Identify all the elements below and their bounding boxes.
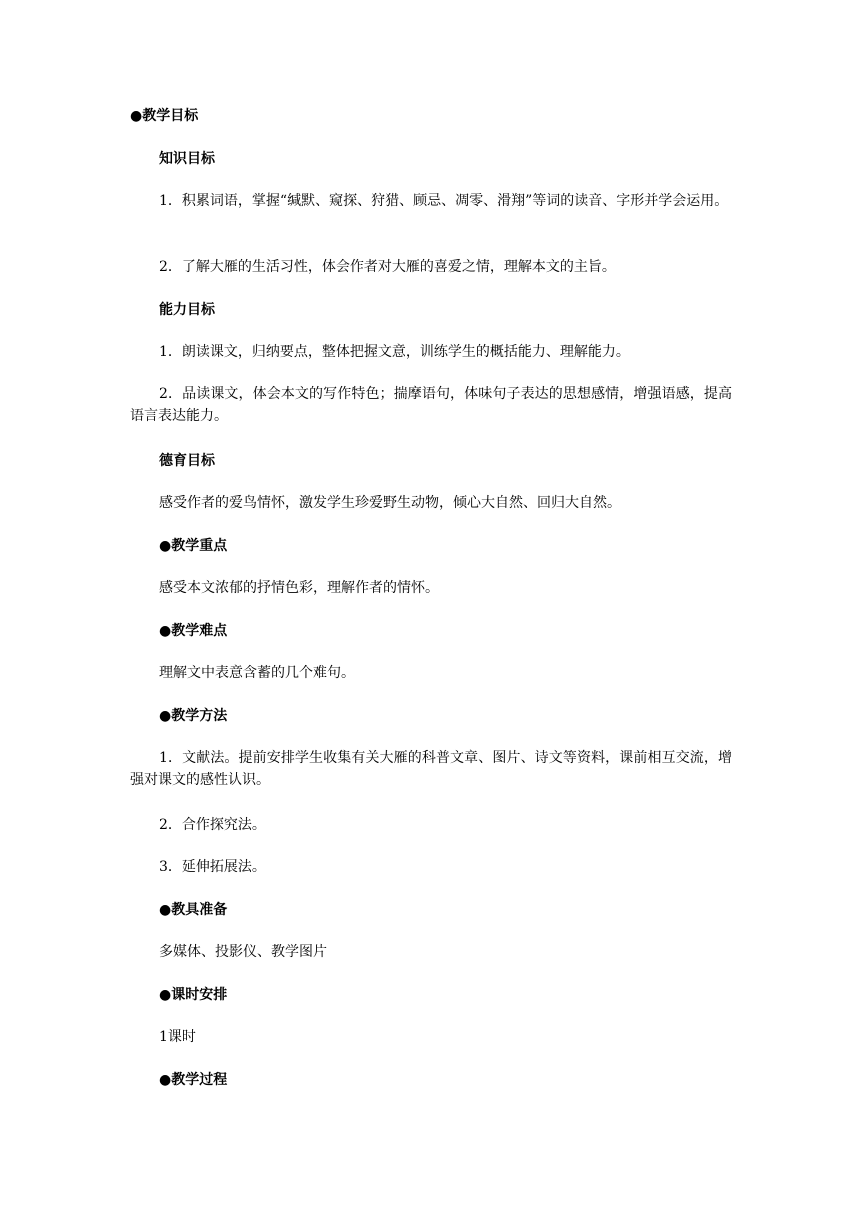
process-heading: ●教学过程 bbox=[159, 1072, 228, 1088]
tools-heading: ●教具准备 bbox=[159, 902, 228, 918]
goals-heading: ●教学目标 bbox=[130, 108, 199, 124]
difficulties-text: 理解文中表意含蓄的几个难句。 bbox=[159, 665, 355, 681]
schedule-text: 1课时 bbox=[159, 1029, 196, 1045]
difficulties-heading: ●教学难点 bbox=[159, 623, 228, 639]
schedule-heading: ●课时安排 bbox=[159, 987, 228, 1003]
knowledge-goal-2: 2．了解大雁的生活习性，体会作者对大雁的喜爱之情，理解本文的主旨。 bbox=[159, 259, 616, 275]
key-points-text: 感受本文浓郁的抒情色彩，理解作者的情怀。 bbox=[159, 580, 439, 596]
method-item-1: 1．文献法。提前安排学生收集有关大雁的科普文章、图片、诗文等资料，课前相互交流，增强对课文的感性认识。 bbox=[130, 750, 732, 788]
method-item-2: 2．合作探究法。 bbox=[159, 817, 266, 833]
ability-goal-2: 2．品读课文，体会本文的写作特色；揣摩语句，体味句子表达的思想感情，增强语感，提高语言表达能力。 bbox=[130, 386, 732, 424]
ability-goal-1: 1．朗读课文，归纳要点，整体把握文意，训练学生的概括能力、理解能力。 bbox=[159, 344, 630, 360]
tools-text: 多媒体、投影仪、教学图片 bbox=[159, 944, 327, 960]
moral-goals-title: 德育目标 bbox=[159, 453, 215, 469]
method-item-3: 3．延伸拓展法。 bbox=[159, 859, 266, 875]
moral-goal-text: 感受作者的爱鸟情怀，激发学生珍爱野生动物，倾心大自然、回归大自然。 bbox=[159, 495, 621, 511]
key-points-heading: ●教学重点 bbox=[159, 538, 228, 554]
knowledge-goals-title: 知识目标 bbox=[159, 151, 215, 167]
knowledge-goal-1: 1．积累词语，掌握“缄默、窥探、狩猎、顾忌、凋零、滑翔”等词的读音、字形并学会运用。 bbox=[159, 193, 729, 209]
methods-heading: ●教学方法 bbox=[159, 708, 228, 724]
ability-goals-title: 能力目标 bbox=[159, 302, 215, 318]
